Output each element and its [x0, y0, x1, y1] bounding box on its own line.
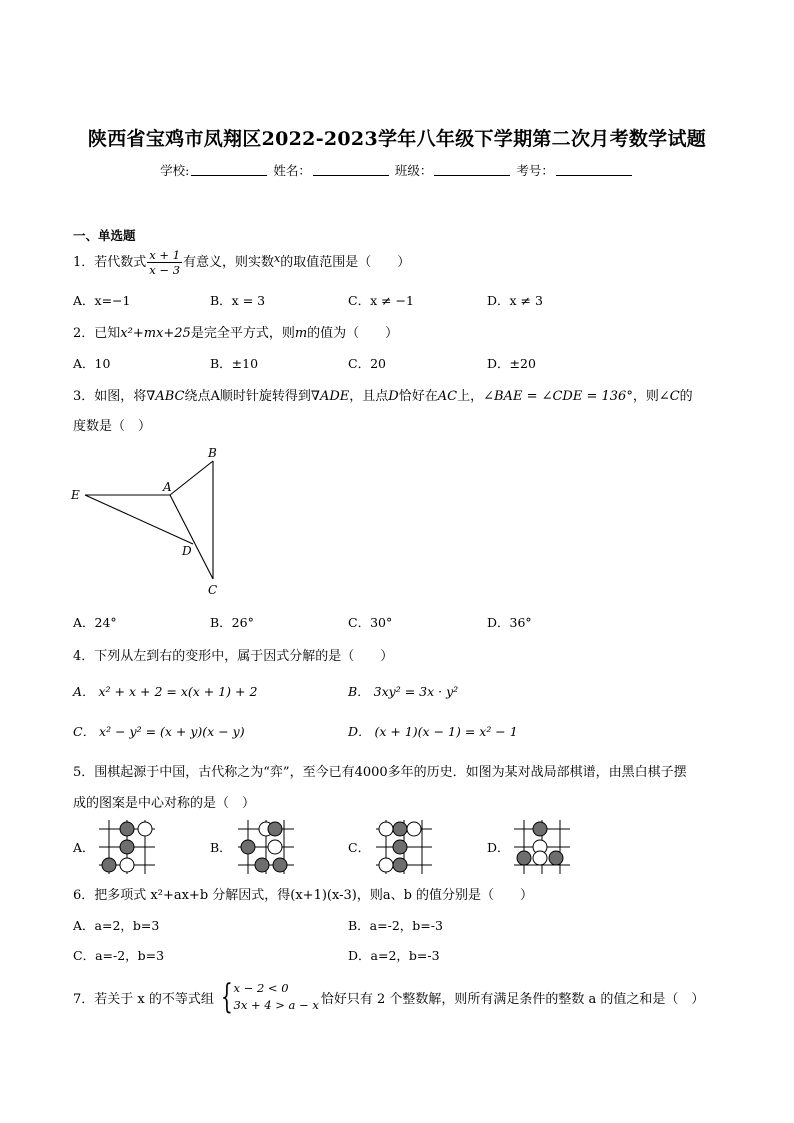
- black-stone: [255, 858, 269, 872]
- q3-option-c[interactable]: C．30°: [348, 615, 393, 630]
- q1-option-b[interactable]: B．x = 3: [210, 293, 266, 308]
- q7-ineq2: 3x + 4 > a − x: [233, 998, 319, 1012]
- q1-option-d[interactable]: D．x ≠ 3: [487, 293, 543, 308]
- question-6: 6．把多项式 x²+ax+b 分解因式，得(x+1)(x-3)，则a、b 的值分别是（ ）: [73, 888, 534, 903]
- label-a: A: [163, 480, 172, 494]
- q3-t4: 恰好在: [398, 389, 438, 404]
- question-7: [73, 977, 705, 1017]
- q1-middle: 有意义，则实数: [183, 255, 275, 270]
- q4-option-a[interactable]: A． x² + x + 2 = x(x + 1) + 2: [73, 684, 258, 699]
- q6-option-c[interactable]: C．a=-2，b=3: [73, 948, 165, 963]
- q3-ade: ADE: [319, 389, 350, 404]
- class-label: 班级：: [394, 163, 433, 178]
- white-stone: [533, 851, 547, 865]
- q3-option-d[interactable]: D．36°: [487, 615, 532, 630]
- q7-prefix: 7．若关于 x 的不等式组: [73, 991, 214, 1007]
- question-5-line1: 5．围棋起源于中国，古代称之为“弈”，至今已有4000多年的历史．如图为某对战局部棋谱，由黑白棋子摆: [73, 765, 687, 780]
- q6-option-b[interactable]: B．a=-2，b=-3: [348, 918, 443, 933]
- label-c: C: [208, 583, 218, 597]
- q4-option-b[interactable]: B． 3xy² = 3x · y²: [348, 684, 459, 699]
- black-stone: [268, 822, 282, 836]
- q2-text2: 是完全平方式，则: [190, 326, 295, 341]
- black-stone: [517, 851, 531, 865]
- q3-triangle-figure: [66, 440, 236, 600]
- q2-option-b[interactable]: B．±10: [210, 356, 259, 371]
- q1-frac-num: x + 1: [149, 248, 181, 262]
- white-stone: [268, 840, 282, 854]
- black-stone: [102, 858, 116, 872]
- q2-text1: 2．已知: [73, 326, 121, 341]
- q7-suffix: 恰好只有 2 个整数解，则所有满足条件的整数 a 的值之和是（ ）: [320, 991, 705, 1007]
- q3-option-a[interactable]: A．24°: [73, 615, 117, 630]
- q3-t5: 上，: [457, 389, 484, 404]
- q5-option-c-label[interactable]: C．: [348, 840, 371, 855]
- q5-option-b-label[interactable]: B．: [210, 840, 232, 855]
- black-stone: [241, 840, 255, 854]
- white-stone: [407, 822, 421, 836]
- q3-option-b[interactable]: B．26°: [210, 615, 254, 630]
- school-blank[interactable]: [191, 163, 267, 176]
- id-blank[interactable]: [556, 163, 632, 176]
- q5-option-a-label[interactable]: A．: [73, 840, 95, 855]
- go-board-d[interactable]: [512, 818, 572, 876]
- segment-ab: [170, 461, 213, 495]
- q3-abc: ABC: [155, 389, 185, 404]
- q1-suffix: 的取值范围是（ ）: [280, 255, 411, 270]
- label-d: D: [182, 544, 192, 558]
- q3-ac: AC: [437, 389, 458, 404]
- page-title: 陕西省宝鸡市凤翔区2022-2023学年八年级下学期第二次月考数学试题: [87, 128, 707, 150]
- question-1: [73, 248, 410, 277]
- label-e: E: [71, 488, 80, 502]
- q1-var: x: [274, 252, 281, 265]
- school-label: 学校:: [160, 163, 190, 178]
- black-stone: [120, 840, 134, 854]
- name-label: 姓名：: [273, 163, 311, 178]
- q3-t1: 3．如图，将∇: [73, 389, 156, 404]
- q1-option-c[interactable]: C．x ≠ −1: [348, 293, 414, 308]
- black-stone: [393, 822, 407, 836]
- q7-inequality-system: [216, 977, 319, 1017]
- q3-angles: ∠BAE = ∠CDE = 136°: [483, 389, 633, 404]
- q1-frac-den: x − 3: [149, 263, 181, 277]
- q5-option-d-label[interactable]: D．: [487, 840, 510, 855]
- question-2: [73, 322, 398, 341]
- section-heading: 一、单选题: [73, 228, 136, 243]
- id-label: 考号：: [516, 163, 554, 178]
- segment-ed: [85, 495, 193, 544]
- black-stone: [393, 840, 407, 854]
- q7-ineq1: x − 2 < 0: [233, 981, 289, 995]
- black-stone: [393, 858, 407, 872]
- black-stone: [549, 851, 563, 865]
- question-3-line2: 度数是（ ）: [73, 419, 152, 434]
- white-stone: [379, 858, 393, 872]
- q6-option-a[interactable]: A．a=2，b=3: [73, 918, 160, 933]
- q3-t2: 绕点A顺时针旋转得到∇: [184, 389, 320, 404]
- label-b: B: [208, 446, 217, 460]
- black-stone: [273, 858, 287, 872]
- q2-text3: 的值为（ ）: [307, 326, 399, 341]
- q2-option-c[interactable]: C．20: [348, 356, 386, 371]
- q1-fraction: [147, 248, 182, 277]
- class-blank[interactable]: [434, 163, 510, 176]
- q3-t7: 的: [679, 389, 693, 404]
- q6-option-d[interactable]: D．a=2，b=-3: [348, 948, 440, 963]
- go-board-a[interactable]: [97, 818, 157, 876]
- go-board-c[interactable]: [374, 818, 434, 876]
- q3-c: C: [669, 389, 680, 404]
- white-stone: [120, 858, 134, 872]
- white-stone: [379, 822, 393, 836]
- q3-t3: ，且点: [349, 389, 389, 404]
- q2-var: m: [294, 326, 308, 341]
- q4-option-c[interactable]: C． x² − y² = (x + y)(x − y): [73, 724, 245, 739]
- go-board-b[interactable]: [236, 818, 296, 876]
- q4-option-d[interactable]: D． (x + 1)(x − 1) = x² − 1: [348, 724, 518, 739]
- q3-d: D: [388, 389, 399, 404]
- q2-option-d[interactable]: D．±20: [487, 356, 536, 371]
- q1-prefix: 1．若代数式: [73, 255, 147, 270]
- q2-expr: x²+mx+25: [120, 326, 191, 341]
- white-stone: [138, 822, 152, 836]
- black-stone: [120, 822, 134, 836]
- name-blank[interactable]: [313, 163, 389, 176]
- q3-t6: ，则∠: [632, 389, 670, 404]
- question-4: 4．下列从左到右的变形中，属于因式分解的是（ ）: [73, 649, 394, 664]
- student-info-line: [0, 161, 794, 179]
- q2-option-a[interactable]: A．10: [73, 356, 111, 371]
- brace-symbol: {: [220, 977, 233, 1017]
- question-5-line2: 成的图案是中心对称的是（ ）: [73, 796, 256, 811]
- black-stone: [533, 822, 547, 836]
- q1-option-a[interactable]: A．x=−1: [73, 293, 131, 308]
- question-3-line1: [73, 385, 693, 404]
